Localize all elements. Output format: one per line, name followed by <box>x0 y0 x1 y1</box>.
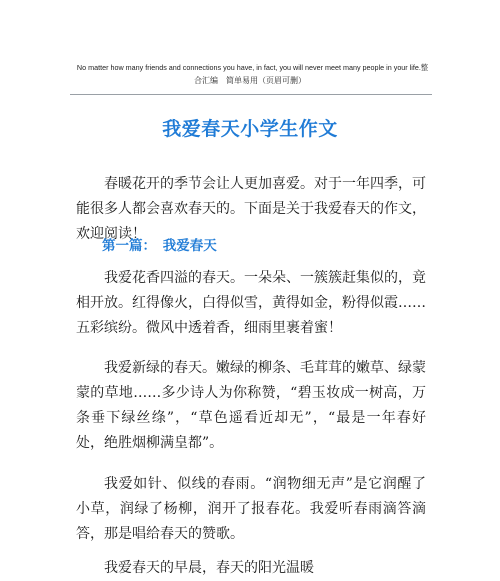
intro-paragraph: 春暖花开的季节会让人更加喜爱。对于一年四季，可能很多人都会喜欢春天的。下面是关于我爱春天的作文，欢迎阅读！ <box>76 176 426 242</box>
header-divider <box>70 94 432 95</box>
body-paragraph-2: 我爱新绿的春天。嫩绿的柳条、毛茸茸的嫩草、绿蒙蒙的草地……多少诗人为你称赞，“碧玉妆成一树高，万条垂下绿丝绦”，“草色遥看近却无”，“最是一年春好处，绝胜烟柳满皇都”。 <box>76 360 426 451</box>
document-title: 我爱春天小学生作文 <box>162 118 338 140</box>
header-subline: 合汇编 简单易用（页眉可删） <box>194 76 306 85</box>
section-heading: 第一篇： 我爱春天 <box>102 238 217 254</box>
body-paragraph-1: 我爱花香四溢的春天。一朵朵、一簇簇赶集似的，竟相开放。红得像火，白得似雪，黄得如金，粉得似霞……五彩缤纷。微风中透着香，细雨里裹着蜜！ <box>76 270 426 336</box>
body-paragraph-4: 我爱春天的早晨，春天的阳光温暖 <box>104 560 314 576</box>
header-quote: No matter how many friends and connections you have, in fact, you will never meet many people in your life.整 <box>76 63 429 72</box>
body-paragraph-3: 我爱如针、似线的春雨。“润物细无声”是它润醒了小草，润绿了杨柳，润开了报春花。我爱听春雨滴答滴答，那是唱给春天的赞歌。 <box>76 476 426 542</box>
